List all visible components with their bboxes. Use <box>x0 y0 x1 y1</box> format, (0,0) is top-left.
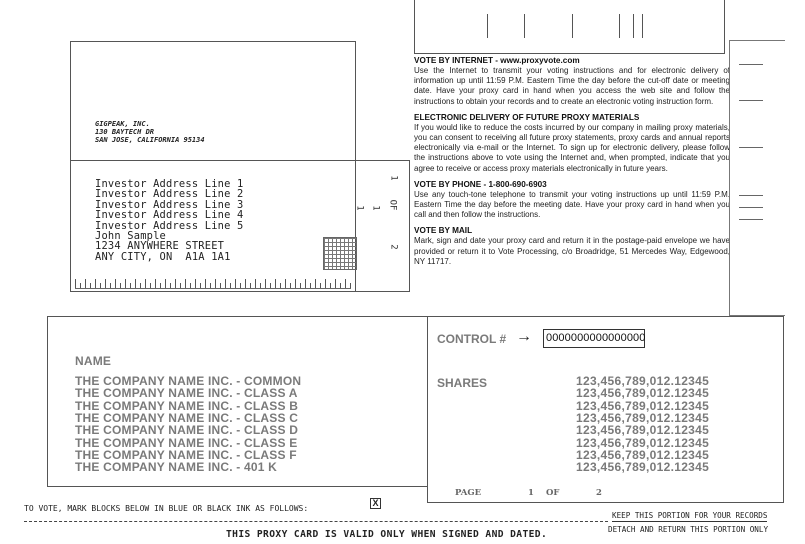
sender-company: GIGPEAK, INC. <box>95 120 150 128</box>
side-page-current: 1 <box>388 175 399 181</box>
ruler-tick <box>120 283 121 288</box>
margin-mark <box>739 64 763 65</box>
side-of: OF <box>387 199 398 211</box>
margin-mark <box>739 100 763 101</box>
internet-heading: VOTE BY INTERNET - www.proxyvote.com <box>414 56 580 65</box>
ruler-tick <box>180 283 181 288</box>
company-name-line: THE COMPANY NAME INC. - COMMON <box>75 374 302 388</box>
electronic-body: If you would like to reduce the costs incurred by our company in mailing proxy materials, you can consent to receiving all future proxy statements, proxy cards and annual reports electronically via e-mail or the Internet. To sign up for electronic delivery, please follow the instructions above to vote using the Internet and, when prompted, indicate that you agree to receive or access proxy materials electronically in future years. <box>414 122 730 173</box>
ruler-tick <box>280 283 281 288</box>
scan-ruler <box>75 277 351 289</box>
side-sequence: 1 <box>354 205 365 211</box>
ruler-tick <box>320 283 321 288</box>
ruler-tick <box>220 283 221 288</box>
ruler-tick <box>145 279 146 288</box>
detach-dashed-line <box>24 521 608 522</box>
side-page-total: 1 <box>370 205 381 211</box>
ruler-tick <box>245 279 246 288</box>
margin-mark <box>739 195 763 196</box>
control-label: CONTROL # <box>437 332 507 346</box>
name-label: NAME <box>75 354 112 368</box>
ruler-tick <box>85 279 86 288</box>
vote-mark-instruction: TO VOTE, MARK BLOCKS BELOW IN BLUE OR BLACK INK AS FOLLOWS: <box>24 504 309 513</box>
sender-street: 130 BAYTECH DR <box>95 128 155 136</box>
phone-body: Use any touch-tone telephone to transmit your voting instructions up until 11:59 P.M. Eastern Time the day before the meeting date. Have your proxy card in hand when you call and then follow the instructions. <box>414 189 730 220</box>
sender-address-box <box>70 41 356 161</box>
ruler-tick <box>100 283 101 288</box>
barcode-bar <box>633 14 634 38</box>
ruler-tick <box>265 279 266 288</box>
ruler-tick <box>215 279 216 288</box>
barcode-bar <box>487 14 488 38</box>
ruler-tick <box>260 283 261 288</box>
share-amount: 123,456,789,012.12345 <box>576 410 710 425</box>
barcode-bar <box>572 14 573 38</box>
ruler-tick <box>250 283 251 288</box>
share-amount: 123,456,789,012.12345 <box>576 447 710 462</box>
investor-address-line: Investor Address Line 3 <box>95 198 244 211</box>
investor-city: ANY CITY, ON A1A 1A1 <box>95 250 231 263</box>
example-mark-box: X <box>370 498 381 509</box>
ruler-tick <box>125 279 126 288</box>
ruler-tick <box>200 283 201 288</box>
control-panel <box>427 316 784 503</box>
ruler-tick <box>315 279 316 288</box>
barcode-bar <box>524 14 525 38</box>
ruler-tick <box>325 279 326 288</box>
mail-body: Mark, sign and date your proxy card and return it in the postage-paid envelope we have provided or return it to Vote Processing, c/o Broadridge, 51 Mercedes Way, Edgewood, NY 11717. <box>414 236 730 266</box>
ruler-tick <box>190 283 191 288</box>
shares-label: SHARES <box>437 376 488 390</box>
arrow-right-icon: → <box>516 328 532 345</box>
ruler-tick <box>130 283 131 288</box>
ruler-tick <box>230 283 231 288</box>
barcode-bar <box>619 14 620 38</box>
ruler-tick <box>165 279 166 288</box>
top-barcode-box <box>414 0 725 54</box>
page-current: 1 <box>528 488 534 498</box>
ruler-tick <box>185 279 186 288</box>
company-name-line: THE COMPANY NAME INC. - 401 K <box>75 460 278 475</box>
phone-heading: VOTE BY PHONE - 1-800-690-6903 <box>414 179 547 189</box>
ruler-tick <box>80 283 81 288</box>
ruler-tick <box>150 283 151 288</box>
scan-grid <box>323 237 357 270</box>
ruler-tick <box>235 279 236 288</box>
margin-mark <box>739 219 763 220</box>
page-total: 2 <box>596 488 602 498</box>
barcode-bar <box>642 14 643 38</box>
ruler-tick <box>225 279 226 288</box>
ruler-tick <box>340 283 341 288</box>
ruler-tick <box>105 279 106 288</box>
right-margin-box <box>729 40 785 316</box>
ruler-tick <box>305 279 306 288</box>
company-name-line: THE COMPANY NAME INC. - CLASS B <box>75 398 299 413</box>
share-amount: 123,456,789,012.12345 <box>576 386 710 401</box>
sender-city: SAN JOSE, CALIFORNIA 95134 <box>95 136 205 144</box>
share-amount: 123,456,789,012.12345 <box>576 460 710 475</box>
ruler-tick <box>270 283 271 288</box>
investor-address-box <box>70 160 356 292</box>
ruler-tick <box>195 279 196 288</box>
ruler-tick <box>345 279 346 288</box>
share-amount: 123,456,789,012.12345 <box>576 398 710 413</box>
company-name-line: THE COMPANY NAME INC. - CLASS A <box>75 386 298 401</box>
side-count: 2 <box>388 244 399 250</box>
ruler-tick <box>350 283 351 288</box>
ruler-tick <box>290 283 291 288</box>
ruler-tick <box>115 279 116 288</box>
share-amount: 123,456,789,012.12345 <box>576 374 710 388</box>
ruler-tick <box>175 279 176 288</box>
margin-mark <box>739 207 763 208</box>
ruler-tick <box>155 279 156 288</box>
ruler-tick <box>170 283 171 288</box>
page-of: OF <box>546 488 560 498</box>
investor-name: John Sample <box>95 230 167 242</box>
company-name-line: THE COMPANY NAME INC. - CLASS E <box>75 435 298 450</box>
page-label: PAGE <box>455 488 482 498</box>
investor-address-line: Investor Address Line 1 <box>95 178 244 190</box>
control-number-field: 0000000000000000 <box>543 329 645 348</box>
ruler-tick <box>205 279 206 288</box>
ruler-tick <box>335 279 336 288</box>
ruler-tick <box>295 279 296 288</box>
ruler-tick <box>285 279 286 288</box>
ruler-tick <box>110 283 111 288</box>
company-name-line: THE COMPANY NAME INC. - CLASS F <box>75 447 297 462</box>
detach-portion-text: DETACH AND RETURN THIS PORTION ONLY <box>608 525 769 534</box>
ruler-tick <box>310 283 311 288</box>
ruler-tick <box>90 283 91 288</box>
ruler-tick <box>75 279 76 288</box>
mail-heading: VOTE BY MAIL <box>414 226 473 236</box>
investor-street: 1234 ANYWHERE STREET <box>95 240 225 253</box>
share-amount: 123,456,789,012.12345 <box>576 435 710 450</box>
keep-portion-text: KEEP THIS PORTION FOR YOUR RECORDS <box>612 511 768 520</box>
ruler-tick <box>95 279 96 288</box>
company-name-line: THE COMPANY NAME INC. - CLASS C <box>75 410 299 425</box>
ruler-tick <box>160 283 161 288</box>
ruler-tick <box>135 279 136 288</box>
margin-mark <box>739 147 763 148</box>
ruler-tick <box>300 283 301 288</box>
internet-body: Use the Internet to transmit your voting instructions and for electronic delivery of information up until 11:59 P.M. Eastern Time the day before the cut-off date or meeting date. Have your proxy card in hand when you access the web site and follow the instructions to obtain your records and to create an electronic voting instruction form. <box>414 66 730 106</box>
name-panel <box>47 316 428 487</box>
ruler-tick <box>275 279 276 288</box>
ruler-tick <box>240 283 241 288</box>
ruler-tick <box>255 279 256 288</box>
share-amount: 123,456,789,012.12345 <box>576 423 710 438</box>
company-name-line: THE COMPANY NAME INC. - CLASS D <box>75 423 299 438</box>
investor-address-line: Investor Address Line 4 <box>95 209 244 222</box>
investor-address-line: Investor Address Line 2 <box>95 188 244 201</box>
investor-address-line: Investor Address Line 5 <box>95 219 244 232</box>
validity-notice: THIS PROXY CARD IS VALID ONLY WHEN SIGNED AND DATED. <box>226 529 548 540</box>
side-strip <box>355 160 410 292</box>
ruler-tick <box>140 283 141 288</box>
ruler-tick <box>330 283 331 288</box>
electronic-heading: ELECTRONIC DELIVERY OF FUTURE PROXY MATERIALS <box>414 112 640 122</box>
voting-instructions <box>414 56 730 273</box>
ruler-tick <box>210 283 211 288</box>
